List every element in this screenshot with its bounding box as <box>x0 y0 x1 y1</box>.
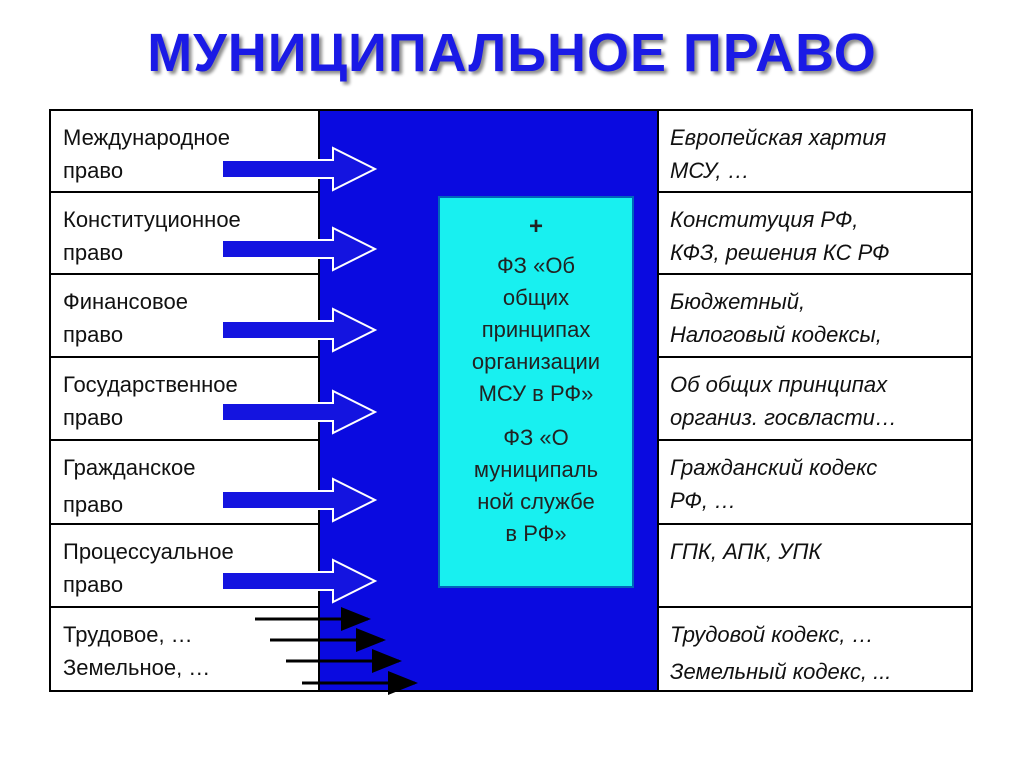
block-arrow-icon <box>222 228 375 270</box>
right-cell-european-charter: Европейская хартия МСУ, … <box>670 125 887 183</box>
right-cell-labor-land-codes: Трудовой кодекс, … Земельный кодекс, ... <box>670 622 892 684</box>
plus-sign: + <box>528 213 543 240</box>
right-cell-procedural-codes: ГПК, АПК, УПК <box>670 539 822 564</box>
block-arrow-icon <box>222 148 375 190</box>
right-cell-budget-tax: Бюджетный, Налоговый кодексы, <box>670 289 882 347</box>
left-cell-labor-land: Трудовое, … Земельное, … <box>63 622 211 680</box>
left-cell-constitutional: Конституционное право <box>63 207 241 265</box>
left-cell-international: Международное право <box>63 125 230 183</box>
left-cell-financial: Финансовое право <box>63 289 188 347</box>
block-arrow-icon <box>222 479 375 521</box>
right-cell-civil-code: Гражданский кодекс РФ, … <box>670 455 878 513</box>
law-municipal-service: ФЗ «О муниципаль ной службе в РФ» <box>473 425 599 546</box>
left-cell-procedural: Процессуальное право <box>63 539 234 597</box>
left-cell-state: Государственное право <box>63 372 238 430</box>
block-arrow-icon <box>222 309 375 351</box>
block-arrow-icon <box>222 391 375 433</box>
page-title: МУНИЦИПАЛЬНОЕ ПРАВО <box>147 23 877 83</box>
left-cell-civil: Гражданское право <box>63 455 196 517</box>
block-arrow-icon <box>222 560 375 602</box>
law-general-principles: ФЗ «Об общих принципах организации МСУ в РФ» <box>471 253 601 406</box>
right-cell-constitution: Конституция РФ, КФЗ, решения КС РФ <box>670 207 890 265</box>
right-cell-state-power: Об общих принципах организ. госвласти… <box>670 372 897 430</box>
